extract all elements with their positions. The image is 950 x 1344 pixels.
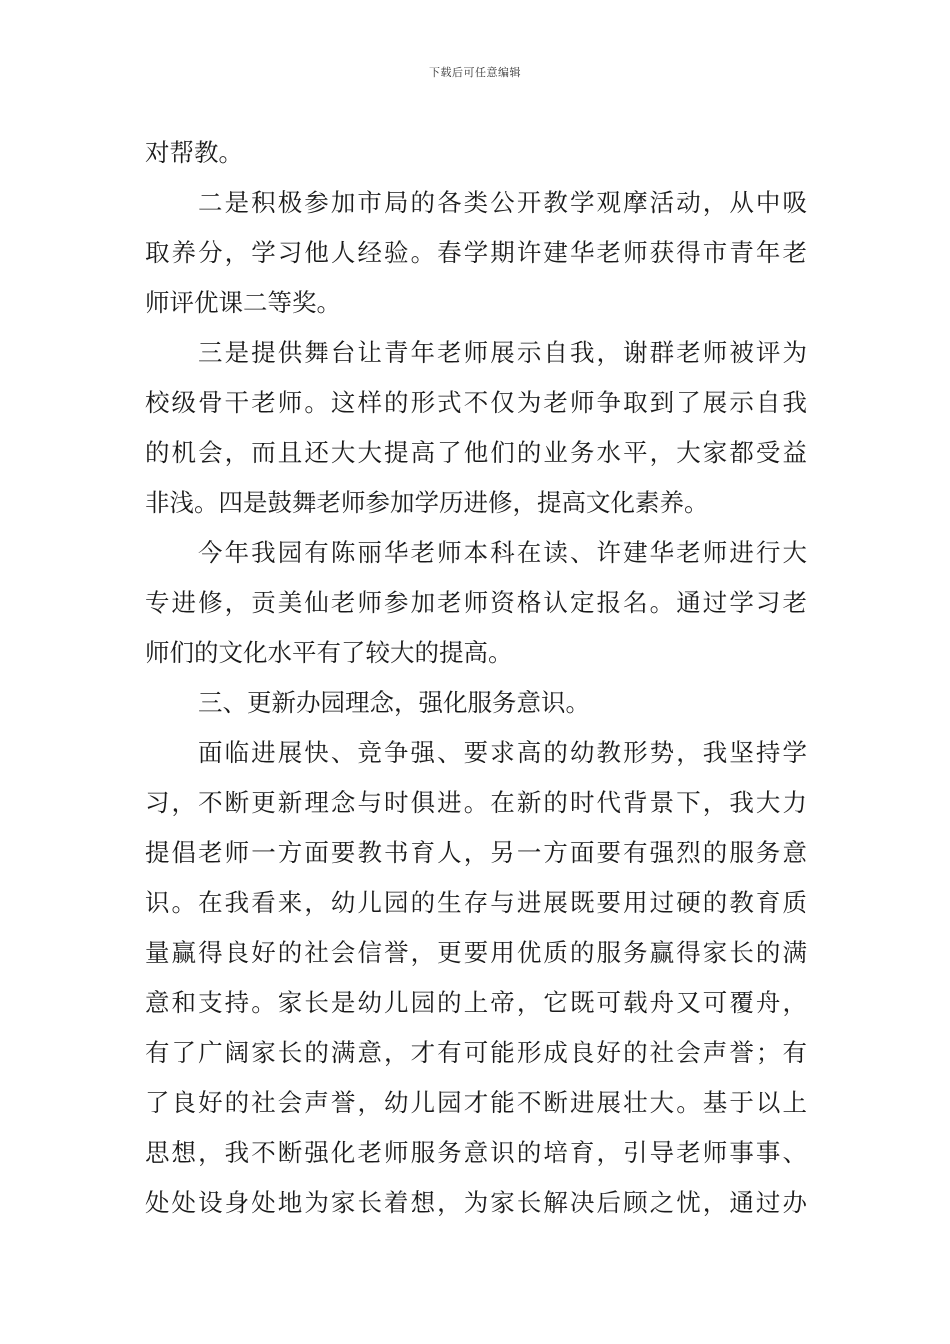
paragraph-line: 处处设身处地为家长着想，为家长解决后顾之忧，通过办 [145, 1188, 807, 1217]
paragraph-line: 对帮教。 [145, 138, 243, 167]
paragraph-line: 二是积极参加市局的各类公开教学观摩活动，从中吸 [198, 188, 807, 217]
paragraph-line: 校级骨干老师。这样的形式不仅为老师争取到了展示自我 [145, 388, 807, 417]
paragraph-line: 取养分，学习他人经验。春学期许建华老师获得市青年老 [145, 238, 807, 267]
paragraph-line: 习，不断更新理念与时俱进。在新的时代背景下，我大力 [145, 788, 807, 817]
paragraph-line: 思想，我不断强化老师服务意识的培育，引导老师事事、 [145, 1138, 807, 1167]
paragraph-line: 量赢得良好的社会信誉，更要用优质的服务赢得家长的满 [145, 938, 807, 967]
body-text [145, 128, 807, 1228]
paragraph-line: 提倡老师一方面要教书育人，另一方面要有强烈的服务意 [145, 838, 807, 867]
paragraph-line: 有了广阔家长的满意，才有可能形成良好的社会声誉；有 [145, 1038, 807, 1067]
paragraph-line: 识。在我看来，幼儿园的生存与进展既要用过硬的教育质 [145, 888, 807, 917]
paragraph-line: 面临进展快、竞争强、要求高的幼教形势，我坚持学 [198, 738, 807, 767]
paragraph-line: 的机会，而且还大大提高了他们的业务水平，大家都受益 [145, 438, 807, 467]
paragraph-line: 了良好的社会声誉，幼儿园才能不断进展壮大。基于以上 [145, 1088, 807, 1117]
paragraph-line: 非浅。四是鼓舞老师参加学历进修，提高文化素养。 [145, 488, 709, 517]
paragraph-line: 师评优课二等奖。 [145, 288, 341, 317]
paragraph-line: 专进修，贡美仙老师参加老师资格认定报名。通过学习老 [145, 588, 807, 617]
paragraph-line: 今年我园有陈丽华老师本科在读、许建华老师进行大 [198, 538, 807, 567]
page-header: 下载后可任意编辑 [429, 66, 521, 79]
paragraph-line: 意和支持。家长是幼儿园的上帝，它既可载舟又可覆舟， [145, 988, 807, 1017]
section-heading: 三、更新办园理念，强化服务意识。 [198, 688, 590, 717]
paragraph-line: 三是提供舞台让青年老师展示自我，谢群老师被评为 [198, 338, 807, 367]
paragraph-line: 师们的文化水平有了较大的提高。 [145, 638, 513, 667]
